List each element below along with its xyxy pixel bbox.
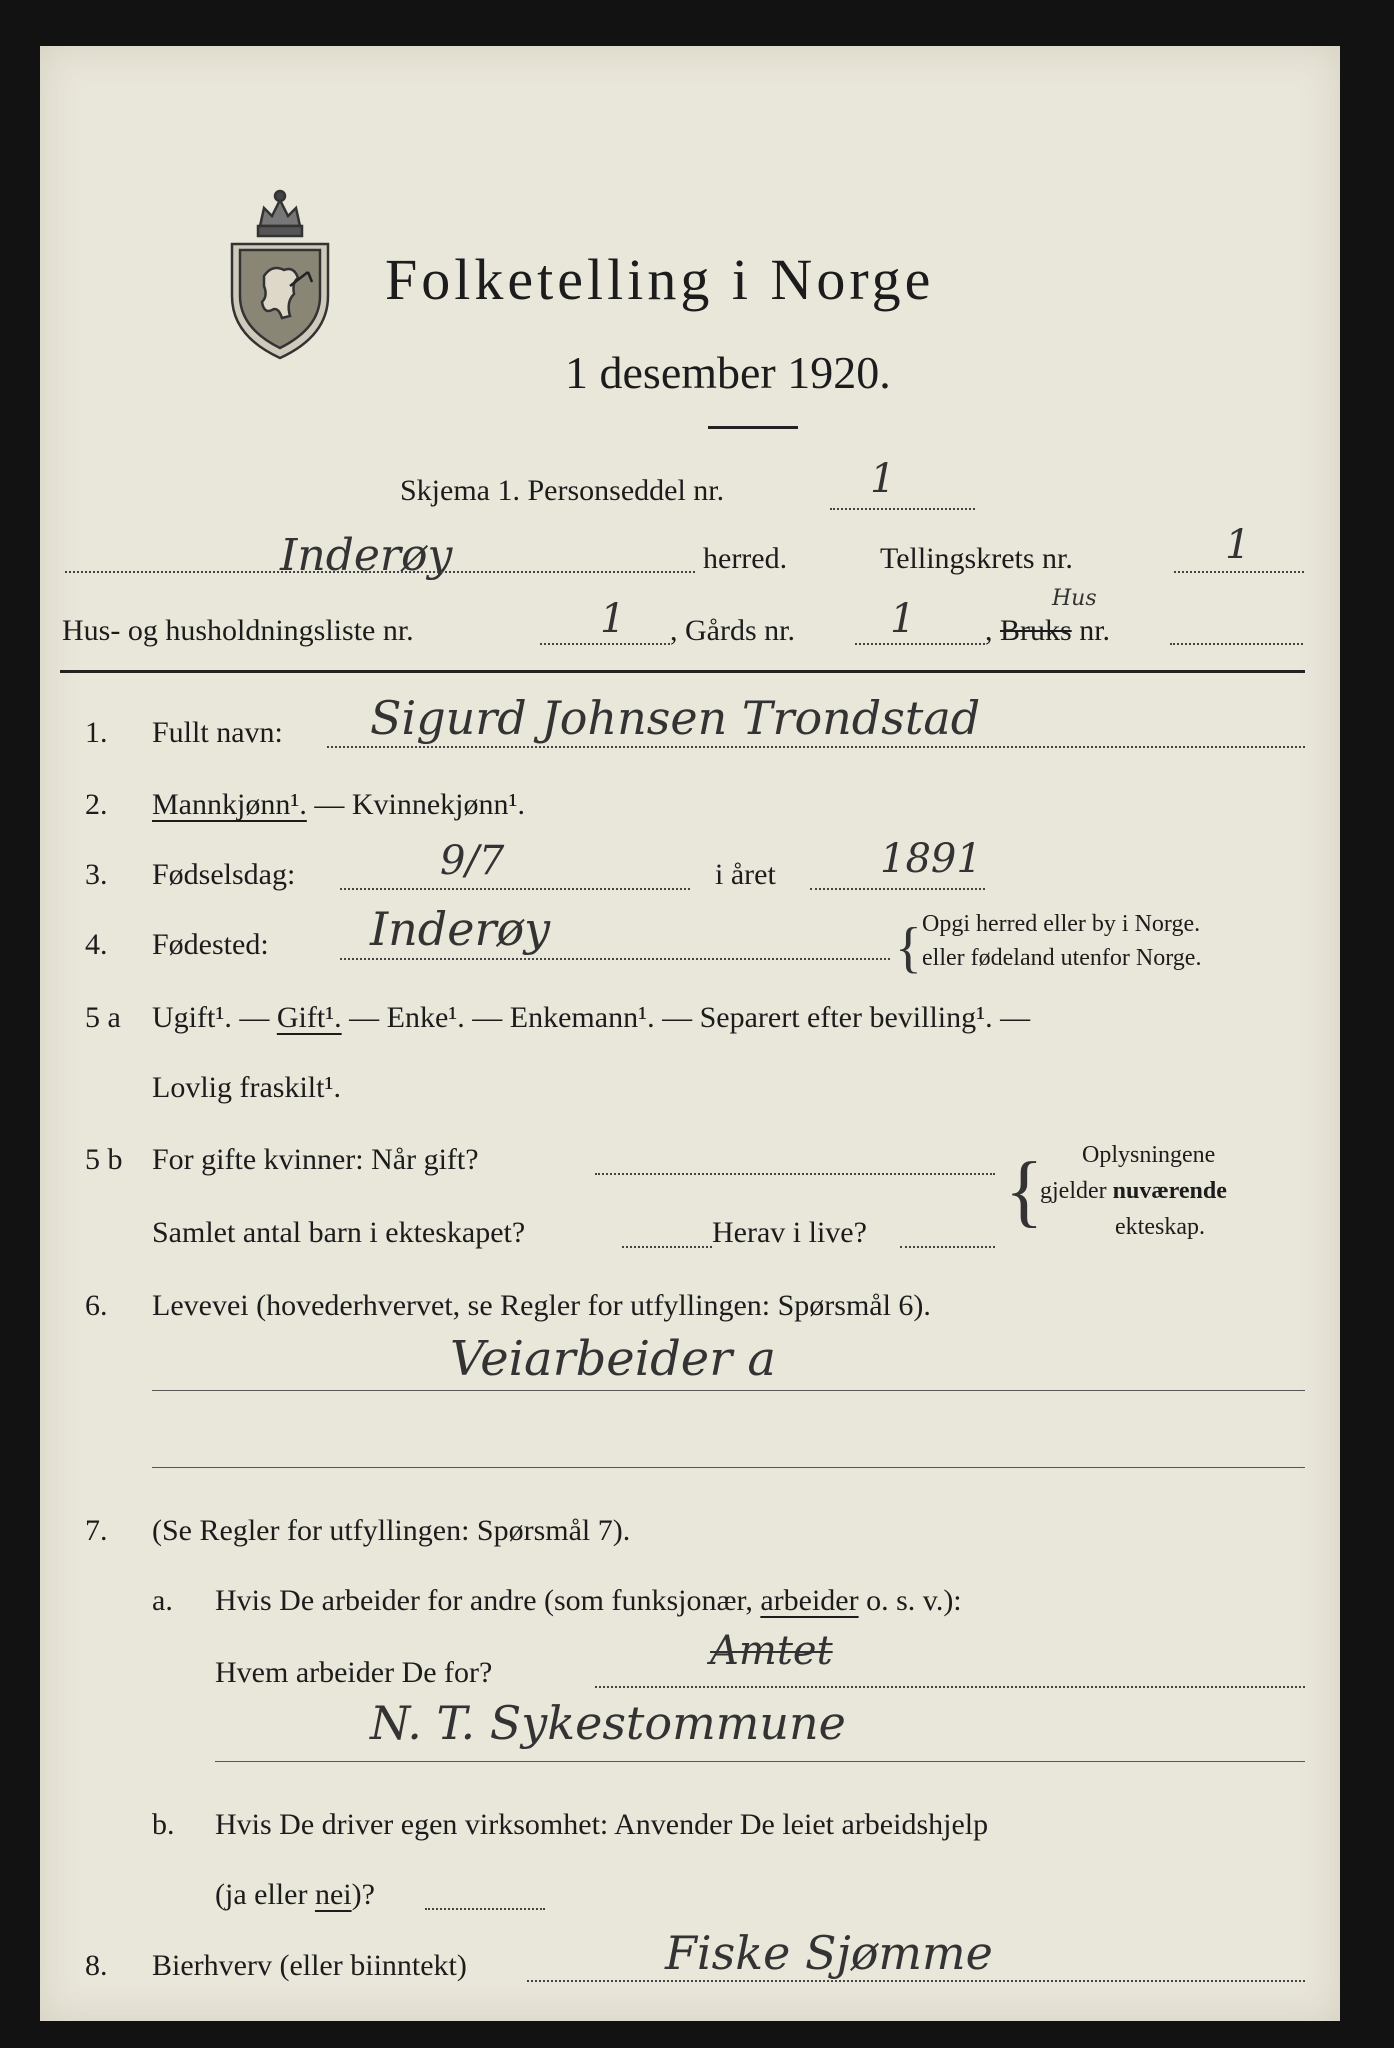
herred-value[interactable]: Inderøy xyxy=(280,530,453,581)
q5b-number: 5 b xyxy=(85,1143,123,1176)
q4-note-1: Opgi herred eller by i Norge. xyxy=(922,911,1201,937)
q6-label: Levevei (hovederhvervet, se Regler for utfyllingen: Spørsmål 6). xyxy=(152,1289,931,1322)
side-income-value[interactable]: Fiske Sjømme xyxy=(665,1926,993,1980)
q7-label: (Se Regler for utfyllingen: Spørsmål 7). xyxy=(152,1514,631,1547)
bruks-suffix: nr. xyxy=(1071,614,1111,647)
census-form xyxy=(40,46,1340,2021)
worker-option[interactable]: arbeider xyxy=(760,1584,859,1617)
household-list-value[interactable]: 1 xyxy=(600,596,626,642)
q8-label: Bierhverv (eller biinntekt) xyxy=(152,1949,467,1982)
birth-year-label: i året xyxy=(715,858,776,891)
married-option[interactable]: Gift¹. xyxy=(276,1001,342,1034)
q4-number: 4. xyxy=(85,928,108,961)
male-option[interactable]: Mannkjønn¹. xyxy=(152,788,307,821)
q5b-brace: { xyxy=(1005,1147,1044,1235)
q5b-note-3: ekteskap. xyxy=(1115,1214,1205,1240)
footnote-area xyxy=(40,1960,1340,2020)
q7b-answer: (ja eller nei)? xyxy=(215,1878,375,1911)
unmarried-option[interactable]: Ugift¹. — xyxy=(152,1001,277,1034)
q4-brace: { xyxy=(895,917,922,979)
employer-value[interactable]: N. T. Sykestommune xyxy=(370,1696,846,1750)
bruks-label xyxy=(985,614,1110,648)
form-title: Folketelling i Norge xyxy=(385,247,935,312)
household-list-label: Hus- og husholdningsliste nr. xyxy=(62,614,414,647)
tellingskrets-value[interactable]: 1 xyxy=(1225,522,1251,568)
q7-number: 7. xyxy=(85,1514,108,1547)
gards-label: , Gårds nr. xyxy=(670,614,795,647)
header-divider xyxy=(60,670,1305,673)
q7a-number: a. xyxy=(152,1584,173,1617)
q2-number: 2. xyxy=(85,788,108,821)
schema-label: Skjema 1. Personseddel nr. xyxy=(400,474,725,507)
q7b-text: Hvis De driver egen virksomhet: Anvender De leiet arbeidshjelp xyxy=(215,1808,989,1841)
other-marital-options[interactable]: — Enke¹. — Enkemann¹. — Separert efter bevilling¹. — xyxy=(341,1001,1031,1034)
q4-label: Fødested: xyxy=(152,928,269,961)
q1-number: 1. xyxy=(85,716,108,749)
q3-label: Fødselsdag: xyxy=(152,858,296,891)
q5b-alive-label: Herav i live? xyxy=(712,1216,867,1249)
schema-number[interactable]: 1 xyxy=(870,456,896,502)
q4-note-2: eller fødeland utenfor Norge. xyxy=(922,945,1202,971)
divorced-option[interactable]: Lovlig fraskilt¹. xyxy=(152,1071,341,1104)
q7b-number: b. xyxy=(152,1808,175,1841)
birth-year-value[interactable]: 1891 xyxy=(880,836,982,882)
form-subtitle: 1 desember 1920. xyxy=(565,347,891,398)
no-option[interactable]: nei xyxy=(314,1878,352,1911)
q5b-note-2: gjelder nuværende xyxy=(1040,1178,1227,1204)
hus-insert: Hus xyxy=(1052,586,1097,611)
title-divider xyxy=(708,426,798,429)
gards-value[interactable]: 1 xyxy=(890,596,916,642)
q5b-children-label: Samlet antal barn i ekteskapet? xyxy=(152,1216,526,1249)
q2-gender: Mannkjønn¹. — Kvinnekjønn¹. xyxy=(152,788,525,821)
q7a-employer-label: Hvem arbeider De for? xyxy=(215,1656,493,1689)
full-name-value[interactable]: Sigurd Johnsen Trondstad xyxy=(370,691,981,745)
birthplace-value[interactable]: Inderøy xyxy=(370,902,551,956)
bruks-prefix: , xyxy=(985,614,1000,647)
birthday-value[interactable]: 9/7 xyxy=(440,838,505,884)
q5a-marital-options xyxy=(152,1001,1030,1035)
occupation-value[interactable]: Veiarbeider a xyxy=(450,1331,777,1387)
tellingskrets-label: Tellingskrets nr. xyxy=(880,542,1073,575)
bruks-struck: Bruks xyxy=(1000,614,1072,647)
q8-number: 8. xyxy=(85,1949,108,1982)
q5b-note-1: Oplysningene xyxy=(1082,1142,1216,1168)
q1-label: Fullt navn: xyxy=(152,716,283,749)
q6-number: 6. xyxy=(85,1289,108,1322)
employer-struck-value: Amtet xyxy=(710,1628,833,1674)
female-option[interactable]: Kvinnekjønn¹. xyxy=(351,788,525,821)
herred-label: herred. xyxy=(703,542,788,575)
q3-number: 3. xyxy=(85,858,108,891)
q5b-label: For gifte kvinner: Når gift? xyxy=(152,1143,479,1176)
q7a-text: Hvis De arbeider for andre (som funksjonær, arbeider o. s. v.): xyxy=(215,1584,962,1617)
norwegian-coat-of-arms-icon xyxy=(220,186,340,366)
q5a-number: 5 a xyxy=(85,1001,121,1034)
